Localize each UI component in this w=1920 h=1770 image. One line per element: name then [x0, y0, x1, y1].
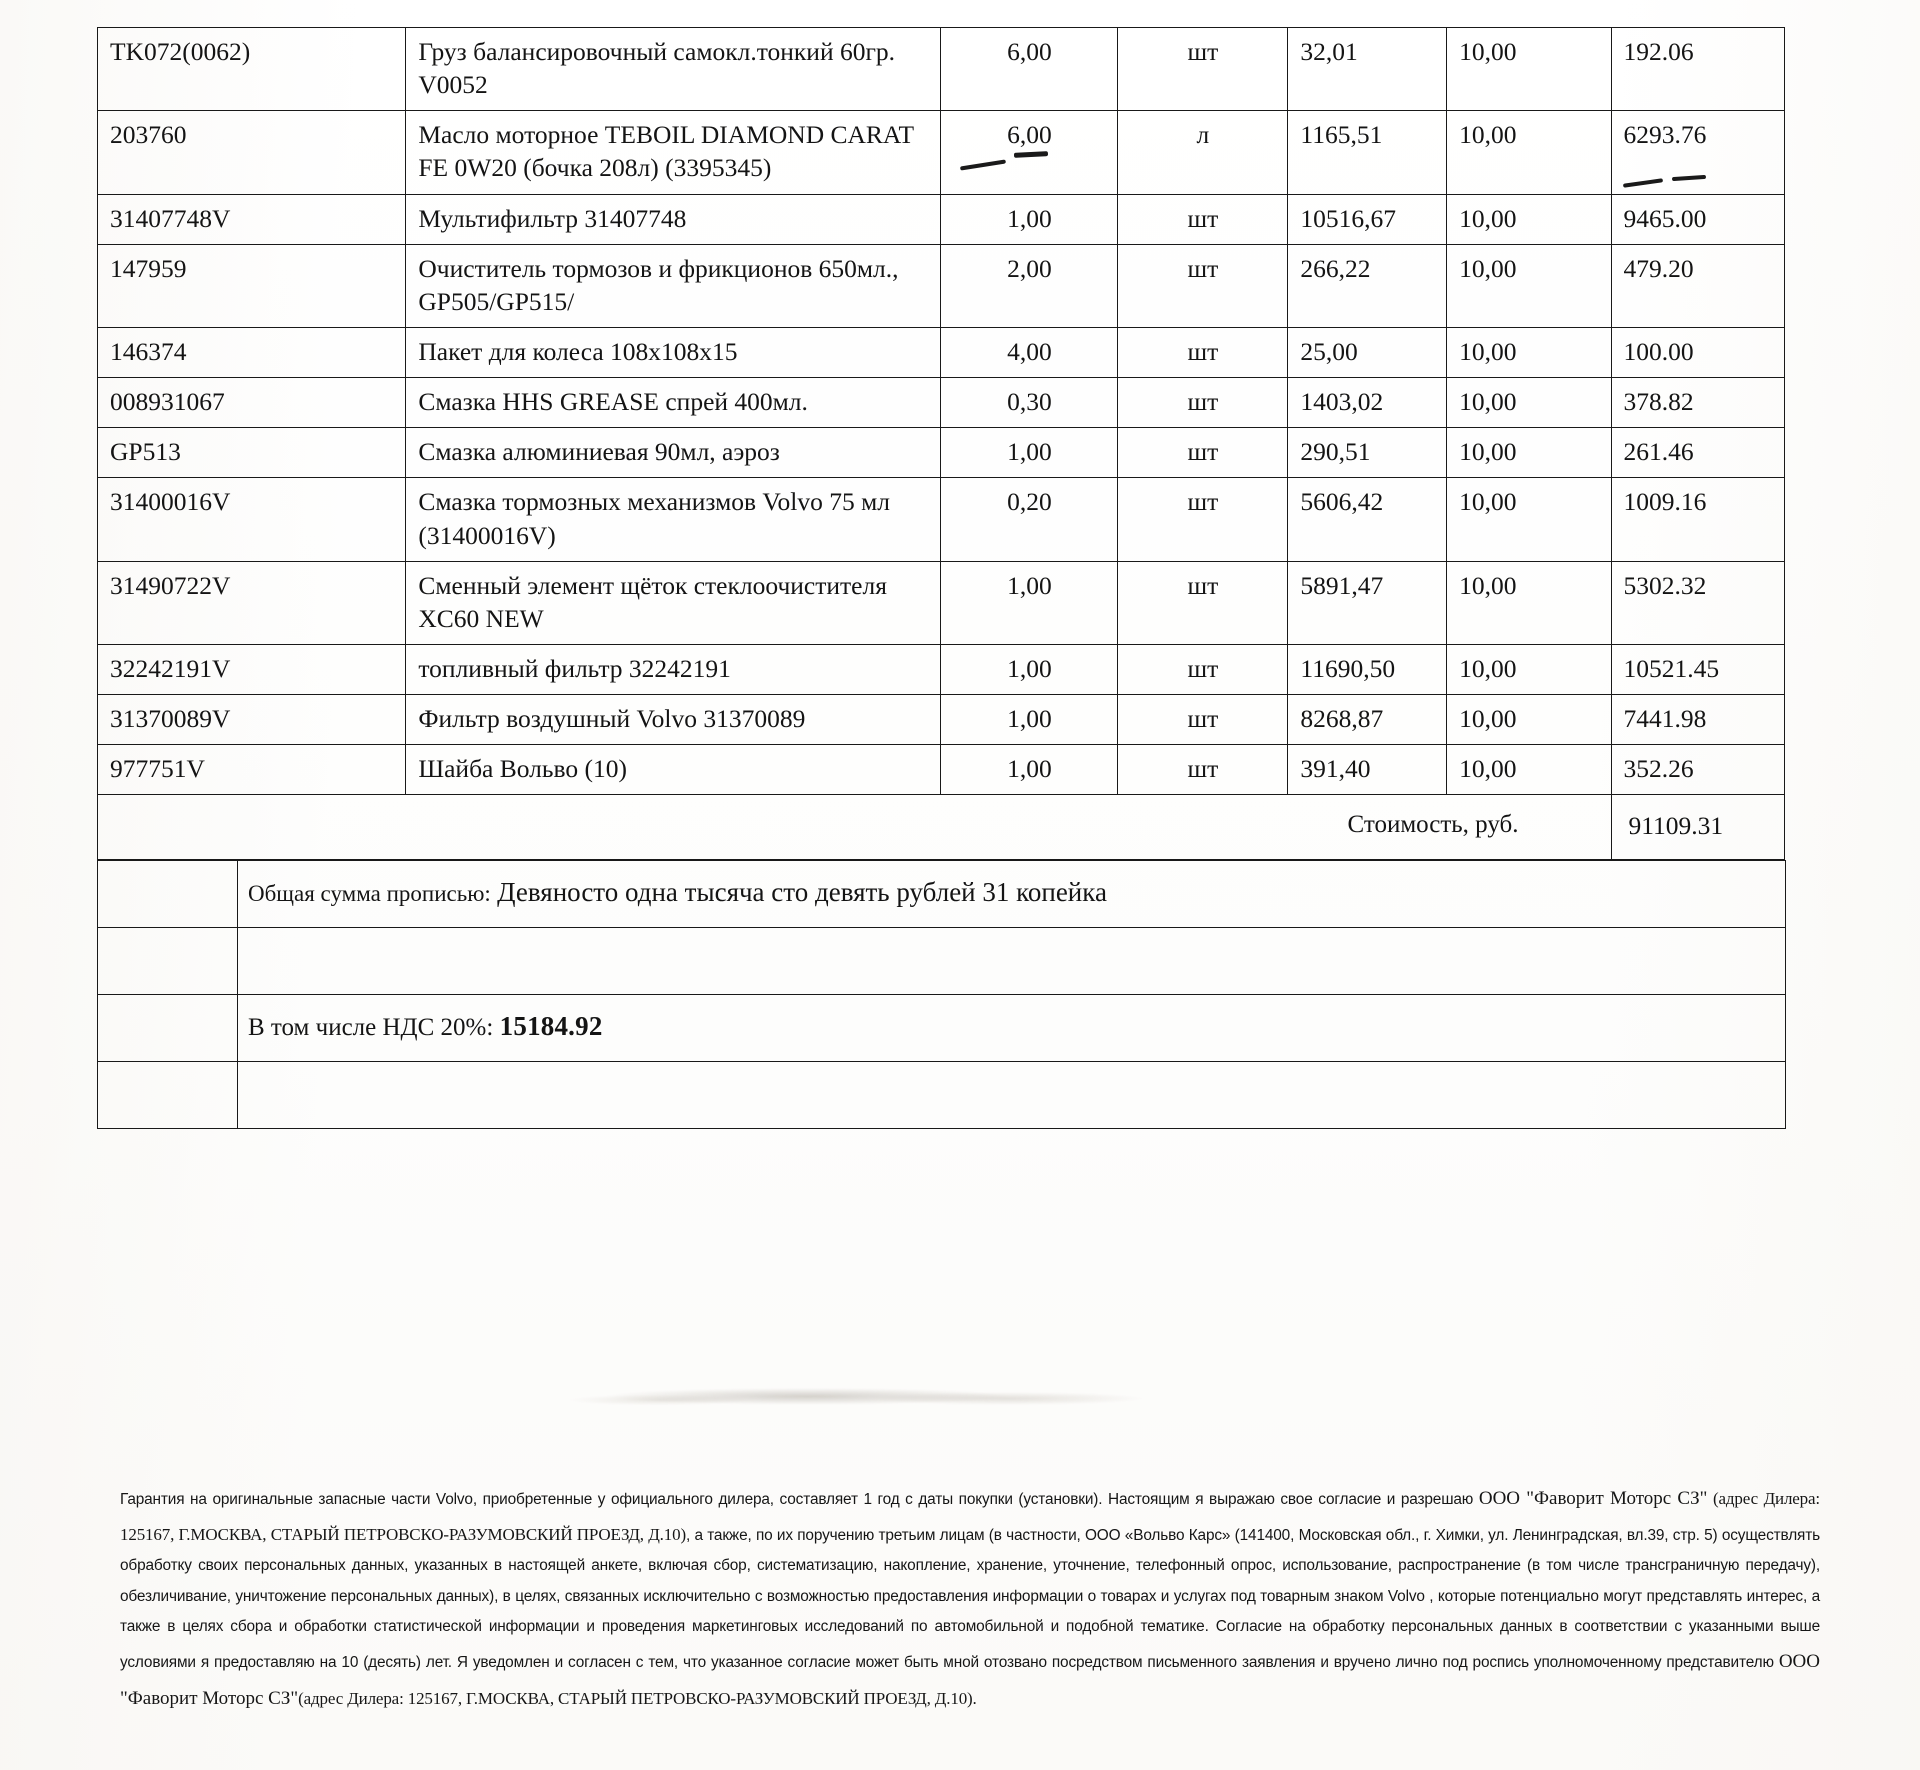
item-qty: 1,00 — [941, 428, 1118, 478]
item-qty: 6,00 — [941, 111, 1118, 194]
item-price: 11690,50 — [1288, 644, 1447, 694]
item-unit: шт — [1118, 327, 1288, 377]
table-row — [98, 428, 1785, 478]
item-sum: 1009.16 — [1611, 478, 1785, 561]
summary-table — [97, 860, 1786, 1129]
item-name: Груз балансировочный самокл.тонкий 60гр. V0052 — [406, 28, 941, 111]
item-code: 32242191V — [98, 644, 406, 694]
table-row — [98, 378, 1785, 428]
item-discount: 10,00 — [1447, 28, 1611, 111]
item-name: Шайба Вольво (10) — [406, 745, 941, 795]
table-row — [98, 194, 1785, 244]
table-row — [98, 327, 1785, 377]
item-unit: шт — [1118, 695, 1288, 745]
item-sum: 378.82 — [1611, 378, 1785, 428]
item-sum: 352.26 — [1611, 745, 1785, 795]
item-qty: 2,00 — [941, 244, 1118, 327]
items-table-body — [98, 28, 1785, 860]
total-value: 91109.31 — [1611, 795, 1785, 859]
item-code: 31490722V — [98, 561, 406, 644]
spacer-cell-right-2 — [238, 1061, 1786, 1128]
item-code: 31400016V — [98, 478, 406, 561]
item-sum: 100.00 — [1611, 327, 1785, 377]
sum-in-words-value: Девяносто одна тысяча сто девять рублей 31 копейка — [497, 877, 1107, 908]
item-unit: шт — [1118, 644, 1288, 694]
legal-part-1: Гарантия на оригинальные запасные части Volvo, приобретенные у официального дилера, составляет 1 год с даты покупки (установки). Настоящим я выражаю свое согласие и разрешаю — [120, 1491, 1479, 1508]
dealer-address-second: (адрес Дилера: 125167, Г.МОСКВА, СТАРЫЙ ПЕТРОВСКО-РАЗУМОВСКИЙ ПРОЕЗД, Д.10). — [298, 1689, 977, 1709]
spacer-cell-left-2 — [98, 1061, 238, 1128]
item-unit: шт — [1118, 28, 1288, 111]
vat-cell — [238, 994, 1786, 1061]
table-row — [98, 478, 1785, 561]
item-sum: 479.20 — [1611, 244, 1785, 327]
item-code: 31370089V — [98, 695, 406, 745]
legal-part-2: , а также, по их поручению третьим лицам (в частности, ООО «Вольво Карс» (141400, Московская обл., г. Химки, ул. Ленинградская, вл.39, стр. 5) осуществлять обработку своих персональных данных, указанных в настоящей анкете, включая сбор, систематизацию, накопление, хранение, уточнение, телефонный опрос, использование, распространение (в том числе трансграничную передачу), обезличивание, уничтожение персональных данных), в целях, связанных исключительно с возможностью предоставления информации о товарах и услугах под товарным знаком Volvo , которые потенциально могут представлять интерес, а также в целях сбора и обработки статистической информации и проведения маркетинговых исследований по автомобильной и подобной тематике. Согласие на обработку персональных данных в соответствии с указанными выше условиями я предоставляю на 10 (десять) лет. Я уведомлен и согласен с тем, что указанное согласие может быть мной отозвано посредством письменного заявления и вручено лично под роспись уполномоченному представителю — [120, 1526, 1820, 1671]
item-price: 1165,51 — [1288, 111, 1447, 194]
item-name: Смазка HHS GREASE спрей 400мл. — [406, 378, 941, 428]
vat-label: В том числе НДС 20%: — [248, 1014, 494, 1042]
item-qty: 1,00 — [941, 561, 1118, 644]
total-row — [98, 795, 1785, 859]
item-sum: 10521.45 — [1611, 644, 1785, 694]
table-row — [98, 111, 1785, 194]
spacer-cell-right — [238, 927, 1786, 994]
vat-blank-cell — [98, 994, 238, 1061]
item-qty: 1,00 — [941, 745, 1118, 795]
item-unit: шт — [1118, 194, 1288, 244]
item-unit: шт — [1118, 561, 1288, 644]
item-sum: 192.06 — [1611, 28, 1785, 111]
item-unit: л — [1118, 111, 1288, 194]
vat-row — [98, 994, 1786, 1061]
item-name: Пакет для колеса 108х108х15 — [406, 327, 941, 377]
table-row — [98, 28, 1785, 111]
item-code: GP513 — [98, 428, 406, 478]
item-name: Смазка алюминиевая 90мл, аэроз — [406, 428, 941, 478]
scan-smudge — [560, 1382, 1180, 1412]
dealer-name-first: ООО "Фаворит Моторс СЗ" — [1478, 1488, 1708, 1509]
item-qty: 6,00 — [941, 28, 1118, 111]
item-unit: шт — [1118, 478, 1288, 561]
item-name: Сменный элемент щёток стеклоочистителя XC60 NEW — [406, 561, 941, 644]
item-price: 391,40 — [1288, 745, 1447, 795]
invoice-table-container — [97, 27, 1785, 1129]
item-price: 5891,47 — [1288, 561, 1447, 644]
item-qty: 1,00 — [941, 695, 1118, 745]
item-qty: 0,20 — [941, 478, 1118, 561]
total-label: Стоимость, руб. — [98, 795, 1612, 859]
item-discount: 10,00 — [1447, 695, 1611, 745]
item-qty: 4,00 — [941, 327, 1118, 377]
item-sum: 9465.00 — [1611, 194, 1785, 244]
item-discount: 10,00 — [1447, 327, 1611, 377]
item-sum: 7441.98 — [1611, 695, 1785, 745]
item-price: 290,51 — [1288, 428, 1447, 478]
item-code: TK072(0062) — [98, 28, 406, 111]
sum-in-words-row — [98, 860, 1786, 927]
legal-footer — [120, 1480, 1820, 1718]
item-discount: 10,00 — [1447, 745, 1611, 795]
sum-in-words-cell — [238, 860, 1786, 927]
spacer-row-2 — [98, 1061, 1786, 1128]
item-code: 008931067 — [98, 378, 406, 428]
items-table — [97, 27, 1785, 860]
item-price: 266,22 — [1288, 244, 1447, 327]
item-name: Очиститель тормозов и фрикционов 650мл., GP505/GP515/ — [406, 244, 941, 327]
table-row — [98, 695, 1785, 745]
item-price: 32,01 — [1288, 28, 1447, 111]
dealer-address-first: (адрес Дилера: 125167, Г.МОСКВА, СТАРЫЙ ПЕТРОВСКО-РАЗУМОВСКИЙ ПРОЕЗД, Д.10) — [120, 1489, 1821, 1544]
item-unit: шт — [1118, 745, 1288, 795]
item-price: 1403,02 — [1288, 378, 1447, 428]
table-row — [98, 644, 1785, 694]
item-code: 147959 — [98, 244, 406, 327]
item-unit: шт — [1118, 428, 1288, 478]
item-code: 977751V — [98, 745, 406, 795]
item-name: Масло моторное TEBOIL DIAMOND CARAT FE 0W20 (бочка 208л) (3395345) — [406, 111, 941, 194]
item-name: Смазка тормозных механизмов Volvo 75 мл (31400016V) — [406, 478, 941, 561]
item-discount: 10,00 — [1447, 478, 1611, 561]
item-qty: 0,30 — [941, 378, 1118, 428]
item-name: Мультифильтр 31407748 — [406, 194, 941, 244]
table-row — [98, 745, 1785, 795]
item-discount: 10,00 — [1447, 561, 1611, 644]
item-name: топливный фильтр 32242191 — [406, 644, 941, 694]
item-discount: 10,00 — [1447, 244, 1611, 327]
item-price: 25,00 — [1288, 327, 1447, 377]
item-code: 146374 — [98, 327, 406, 377]
item-unit: шт — [1118, 378, 1288, 428]
item-sum: 261.46 — [1611, 428, 1785, 478]
item-price: 5606,42 — [1288, 478, 1447, 561]
item-discount: 10,00 — [1447, 644, 1611, 694]
item-price: 10516,67 — [1288, 194, 1447, 244]
item-qty: 1,00 — [941, 644, 1118, 694]
item-discount: 10,00 — [1447, 428, 1611, 478]
spacer-cell-left — [98, 927, 238, 994]
vat-value: 15184.92 — [499, 1011, 603, 1042]
sum-in-words-label: Общая сумма прописью: — [248, 881, 491, 907]
item-discount: 10,00 — [1447, 111, 1611, 194]
item-sum: 6293.76 — [1611, 111, 1785, 194]
sum-in-words-blank-cell — [98, 860, 238, 927]
item-qty: 1,00 — [941, 194, 1118, 244]
item-discount: 10,00 — [1447, 194, 1611, 244]
item-price: 8268,87 — [1288, 695, 1447, 745]
item-name: Фильтр воздушный Volvo 31370089 — [406, 695, 941, 745]
item-unit: шт — [1118, 244, 1288, 327]
spacer-row-1 — [98, 927, 1786, 994]
item-sum: 5302.32 — [1611, 561, 1785, 644]
table-row — [98, 561, 1785, 644]
item-code: 31407748V — [98, 194, 406, 244]
item-code: 203760 — [98, 111, 406, 194]
item-discount: 10,00 — [1447, 378, 1611, 428]
dealer-name-second: ООО "Фаворит Моторс СЗ" — [120, 1650, 1820, 1710]
table-row — [98, 244, 1785, 327]
summary-table-body — [98, 860, 1786, 1128]
